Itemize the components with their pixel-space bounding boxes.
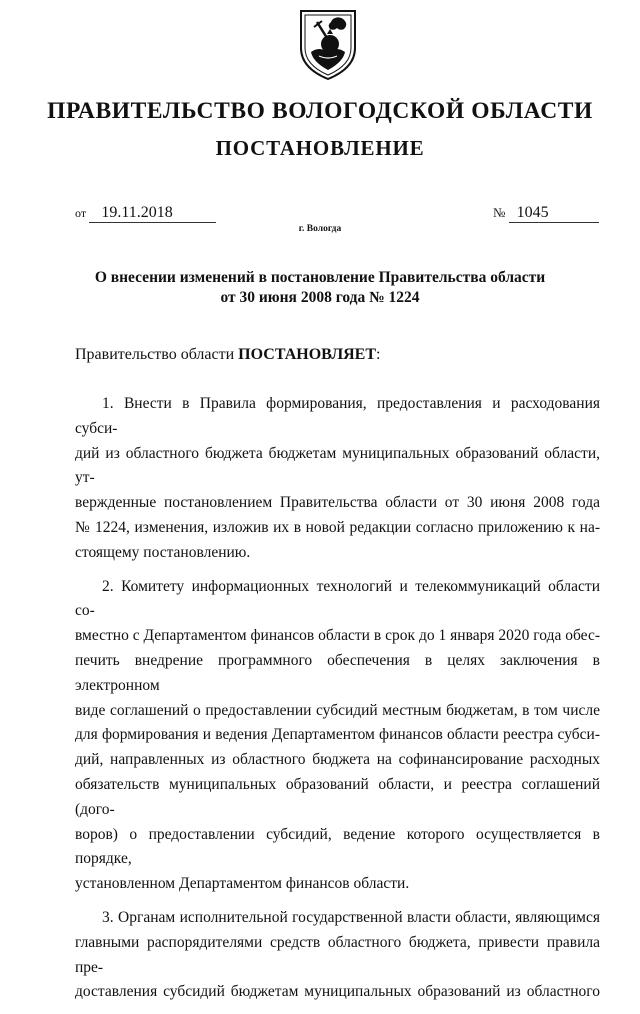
resolution-lead [75, 346, 380, 364]
text-line: виде соглашений о предоставлении субсидий местным бюджетам, в том числе [75, 701, 600, 719]
lead-suffix: : [376, 346, 381, 363]
date-label: от [75, 206, 87, 220]
date-field [75, 204, 216, 223]
body-text [75, 392, 600, 1014]
coat-of-arms-icon [297, 8, 359, 82]
text-line: дий, направленных из областного бюджета на софинансирование расходных [75, 751, 600, 769]
document-subject [0, 268, 640, 308]
text-line: вержденные постановлением Правительства области от 30 июня 2008 года [75, 494, 600, 512]
government-title: ПРАВИТЕЛЬСТВО ВОЛОГОДСКОЙ ОБЛАСТИ [47, 98, 593, 124]
city-label: г. Вологда [298, 224, 342, 234]
paragraph [75, 906, 600, 1005]
text-line: обязательств муниципальных образований области, и реестра соглашений (дого- [75, 775, 600, 818]
text-line: 2. Комитету информационных технологий и телекоммуникаций области со- [75, 577, 600, 620]
lead-bold: ПОСТАНОВЛЯЕТ [238, 346, 377, 363]
text-line: 1. Внести в Правила формирования, предоставления и расходования субси- [75, 395, 600, 437]
text-line: дий из областного бюджета бюджетам муниципальных образований области, ут- [75, 444, 600, 487]
text-line: воров) о предоставлении субсидий, ведение которого осуществляется в порядке, [75, 825, 600, 868]
text-line: установленном Департаментом финансов области. [75, 875, 410, 893]
text-line: доставления субсидий бюджетам муниципальных образований из областного [75, 983, 600, 1001]
text-line: № 1224, изменения, изложив их в новой редакции согласно приложению к на- [75, 518, 600, 536]
number-value: 1045 [509, 204, 599, 223]
paragraph [75, 575, 600, 897]
text-line: вместно с Департаментом финансов области в срок до 1 января 2020 года обес- [75, 627, 600, 645]
text-line: 3. Органам исполнительной государственной власти области, являющимся [102, 908, 600, 926]
text-line: печить внедрение программного обеспечения в целях заключения в электронном [75, 651, 600, 694]
paragraph [75, 392, 600, 566]
text-line: главными распорядителями средств областного бюджета, привести правила пре- [75, 933, 600, 976]
number-field [493, 204, 599, 223]
subject-line-2: от 30 июня 2008 года № 1224 [220, 289, 420, 306]
subject-line-1: О внесении изменений в постановление Правительства области [94, 269, 546, 286]
date-value: 19.11.2018 [89, 204, 216, 223]
text-line: стоящему постановлению. [75, 543, 251, 561]
document-type: ПОСТАНОВЛЕНИЕ [215, 136, 425, 160]
number-label: № [493, 205, 506, 220]
lead-text: Правительство области [75, 346, 239, 363]
text-line: для формирования и ведения Департаментом финансов области реестра субси- [75, 726, 600, 744]
